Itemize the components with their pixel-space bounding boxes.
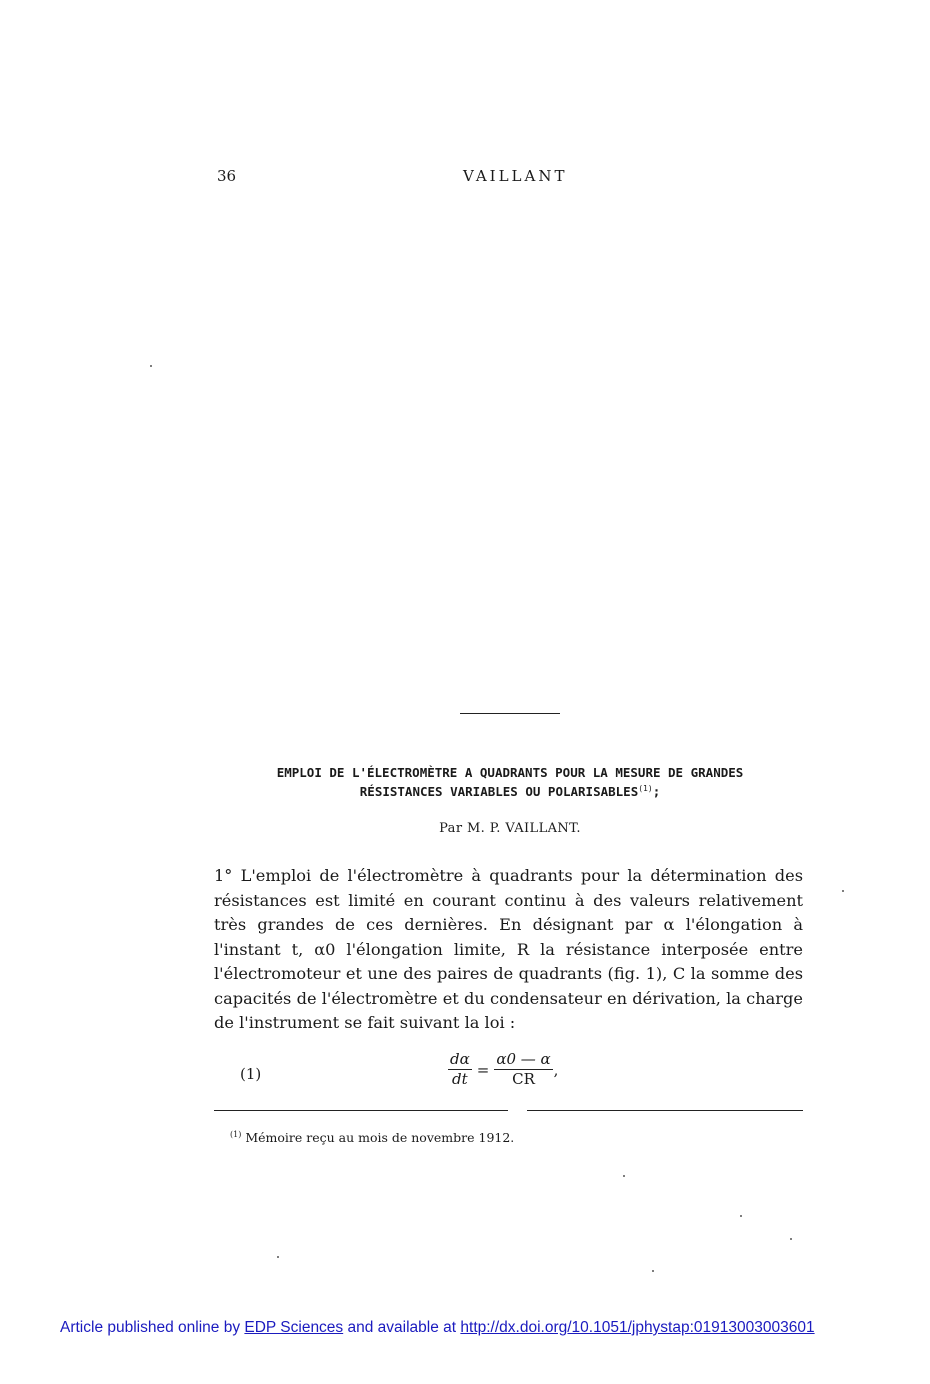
rhs-denominator: CR <box>512 1070 535 1088</box>
publisher-bar <box>60 1319 815 1337</box>
section-separator-rule <box>460 713 560 714</box>
article-title-line-1: EMPLOI DE L'ÉLECTROMÈTRE A QUADRANTS POUR LA MESURE DE GRANDES <box>276 765 744 780</box>
lhs-fraction <box>448 1051 472 1088</box>
publisher-middle: and available at <box>343 1319 461 1336</box>
footnote-text: Mémoire reçu au mois de novembre 1912. <box>245 1130 515 1146</box>
equation-trailing-comma: , <box>553 1060 559 1079</box>
footnote-marker: (1) <box>230 1130 242 1139</box>
scan-speck <box>842 890 844 892</box>
lhs-numerator: dα <box>450 1050 470 1068</box>
publisher-prefix: Article published online by <box>60 1319 245 1336</box>
edp-sciences-link[interactable]: EDP Sciences <box>244 1319 344 1336</box>
lhs-denominator-text: dt <box>452 1070 468 1088</box>
article-title <box>200 765 820 800</box>
footnote <box>230 1130 514 1145</box>
rhs-fraction <box>494 1051 552 1088</box>
equals-sign: = <box>476 1060 490 1079</box>
author-byline: Par M. P. VAILLANT. <box>439 821 581 836</box>
rhs-numerator: α0 — α <box>496 1050 551 1068</box>
running-title: VAILLANT <box>463 167 568 185</box>
scan-speck <box>652 1270 654 1272</box>
equation-1 <box>448 1051 563 1088</box>
doi-link[interactable]: http://dx.doi.org/10.1051/jphystap:01913003003601 <box>460 1319 815 1336</box>
title-footnote-marker[interactable]: (1) <box>638 784 653 793</box>
scan-speck <box>623 1175 625 1177</box>
page-number: 36 <box>217 167 237 185</box>
scan-speck <box>150 365 152 367</box>
footnote-rule-right <box>527 1110 803 1111</box>
article-title-line-2-text: RÉSISTANCES VARIABLES OU POLARISABLES <box>359 784 639 800</box>
lhs-denominator <box>452 1070 468 1088</box>
footnote-rule-left <box>214 1110 508 1111</box>
article-title-line-2 <box>200 781 820 800</box>
title-end-punctuation: ; <box>652 784 661 800</box>
scan-speck <box>740 1215 742 1217</box>
scan-speck <box>790 1238 792 1240</box>
equation-number: (1) <box>240 1065 262 1083</box>
body-text <box>214 864 803 1036</box>
paragraph-1: 1° L'emploi de l'électromètre à quadrants pour la détermination des résistances est limité en courant continu à des valeurs relativement très grandes de ces dernières. En désignant par α l'élongation à l'instant t, α0 l'élongation limite, R la résistance interposée entre l'électromoteur et une des paires de quadrants (fig. 1), C la somme des capacités de l'électromètre et du condensateur en dérivation, la charge de l'instrument se fait suivant la loi : <box>214 866 803 1032</box>
scan-speck <box>277 1256 279 1258</box>
